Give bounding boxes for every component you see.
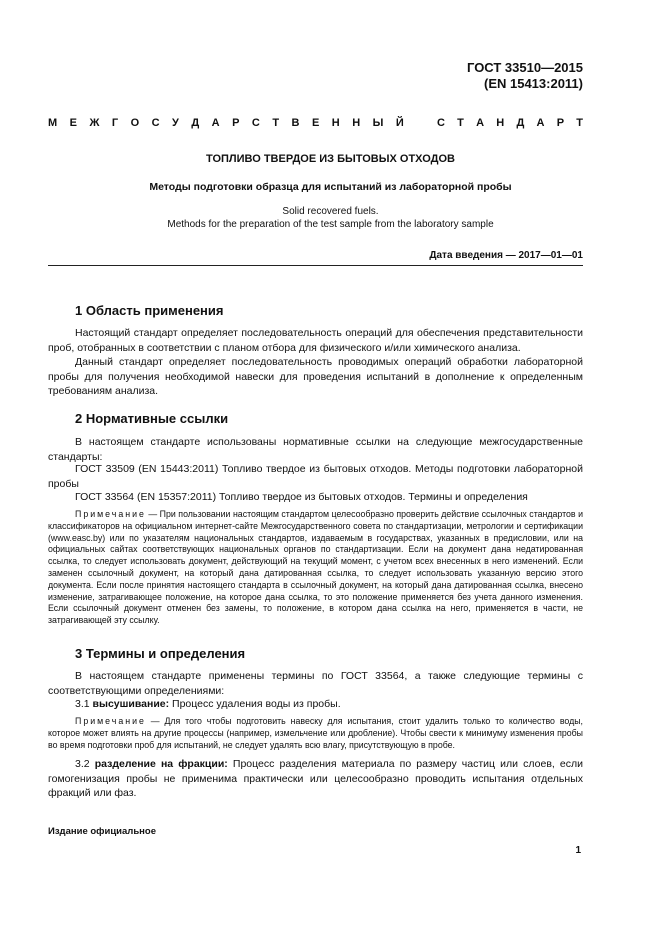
interstate-standard-banner: [48, 117, 583, 129]
section3-paragraph1: В настоящем стандарте применены термины по ГОСТ 33564, а также следующие термины с соответствующими определениями:: [48, 670, 583, 697]
banner-letter: М: [48, 117, 58, 129]
banner-letter: Г: [111, 117, 119, 129]
section1-paragraph1: Настоящий стандарт определяет последовательность операций для обеспечения представительности проб, отобранных в соответствии с планом отбора для физического и/или химического анализа.: [48, 327, 583, 354]
banner-letter: Й: [395, 117, 404, 129]
banner-letter: Ж: [89, 117, 100, 129]
banner-letter: Р: [232, 117, 240, 129]
banner-letter: Н: [331, 117, 340, 129]
section3-note-text: — Для того чтобы подготовить навеску для испытания, стоит удалить только то количество воды, которое может влиять на другие процессы (например, измельчение или дробление). Чтобы свести к минимуму изменения пробы во время подготовки проб для испытаний, не следует удалять всю влагу, присутствующую в пробе.: [48, 716, 583, 750]
page-number: 1: [575, 845, 581, 856]
term-fractionation: [48, 757, 583, 801]
banner-letter: Е: [69, 117, 77, 129]
banner-letter: С: [151, 117, 160, 129]
banner-letter: С: [251, 117, 260, 129]
english-title: [0, 205, 661, 231]
standard-code-number: ГОСТ 33510—2015: [467, 60, 583, 75]
banner-letter: Н: [352, 117, 361, 129]
section2-heading: 2 Нормативные ссылки: [75, 411, 229, 426]
banner-letter: Д: [191, 117, 200, 129]
section2-note: [48, 509, 583, 627]
official-edition-label: Издание официальное: [48, 826, 156, 837]
banner-letter: Д: [516, 117, 525, 129]
introduction-date: Дата введения — 2017—01—01: [429, 250, 583, 261]
document-title: ТОПЛИВО ТВЕРДОЕ ИЗ БЫТОВЫХ ОТХОДОВ: [206, 153, 455, 165]
term-drying: [48, 697, 583, 712]
banner-letter: Р: [556, 117, 565, 129]
banner-letter: А: [536, 117, 545, 129]
english-title-line1: Solid recovered fuels.: [282, 206, 379, 217]
banner-letter: С: [437, 117, 445, 129]
term-fractionation-term: разделение на фракции:: [94, 758, 228, 770]
banner-letter: Т: [272, 117, 280, 129]
banner-word-interstate: [48, 117, 404, 129]
banner-letter: В: [291, 117, 300, 129]
section2-paragraph1: В настоящем стандарте использованы нормативные ссылки на следующие межгосударственные стандарты:: [48, 436, 583, 463]
term-drying-term: высушивание:: [92, 698, 170, 710]
english-title-line2: Methods for the preparation of the test sample from the laboratory sample: [167, 219, 494, 230]
term-fractionation-definition: Процесс разделения материала по размеру частиц или слоев, если гомогенизация пробы не применима практически или целесообразно проводить испытания отдельных фракций или фаз.: [48, 758, 584, 799]
section3-note: [48, 716, 583, 751]
banner-letter: Е: [311, 117, 320, 129]
section2-note-text: — При пользовании настоящим стандартом целесообразно проверить действие ссылочных стандартов и классификаторов на официальном интернет-сайте Межгосударственного совета по стандартизации, метрологии и сертификации (www.easc.by) или по указателям национальных стандартов, издаваемым в государствах, указанных в предисловии, или на официальных сайтах соответствующих национальных органов по стандартизации. Если на документ дана недатированная ссылка, то следует использовать документ, действующий на текущий момент, с учетом всех внесенных в него изменений. Если заменен ссылочный документ, на который дана датированная ссылка, то следует использовать указанную версию этого документа. Если после принятия настоящего стандарта в ссылочный документ, на который дана датированная ссылка, внесено изменение, затрагивающее положение, на которое дана ссылка, то это положение применяется без учета данного изменения. Если ссылочный документ отменен без замены, то положение, в котором дана ссылка на него, применяется в части, не затрагивающей эту ссылку.: [48, 509, 583, 626]
banner-letter: А: [476, 117, 485, 129]
banner-letter: Н: [496, 117, 505, 129]
section2-reference1: ГОСТ 33509 (EN 15443:2011) Топливо твердое из бытовых отходов. Методы подготовки лабораторной пробы: [48, 463, 583, 490]
section2-reference2: ГОСТ 33564 (EN 15357:2011) Топливо твердое из бытовых отходов. Термины и определения: [75, 491, 528, 503]
banner-letter: А: [211, 117, 220, 129]
term-drying-number: 3.1: [75, 698, 93, 710]
standard-code-en: (EN 15413:2011): [483, 76, 583, 91]
section1-paragraph2: Данный стандарт определяет последовательность проводимых операций обработки лабораторной пробы для получения необходимой навески для проведения испытаний в дополнение к определенным требованиям анализа.: [48, 356, 583, 397]
header-divider: [48, 265, 583, 266]
banner-letter: Т: [457, 117, 464, 129]
banner-word-standard: [437, 117, 583, 129]
banner-letter: Т: [576, 117, 583, 129]
document-subtitle: Методы подготовки образца для испытаний из лабораторной пробы: [149, 181, 512, 193]
banner-letter: У: [172, 117, 179, 129]
term-fractionation-number: 3.2: [75, 758, 95, 770]
term-drying-definition: Процесс удаления воды из пробы.: [169, 698, 341, 710]
standard-code: [467, 60, 583, 92]
section1-heading: 1 Область применения: [75, 303, 224, 318]
section2-note-label: Примечание: [75, 509, 146, 519]
banner-letter: Ы: [372, 117, 384, 129]
section3-note-label: Примечание: [75, 716, 146, 726]
banner-letter: О: [130, 117, 140, 129]
section3-heading: 3 Термины и определения: [75, 646, 246, 661]
